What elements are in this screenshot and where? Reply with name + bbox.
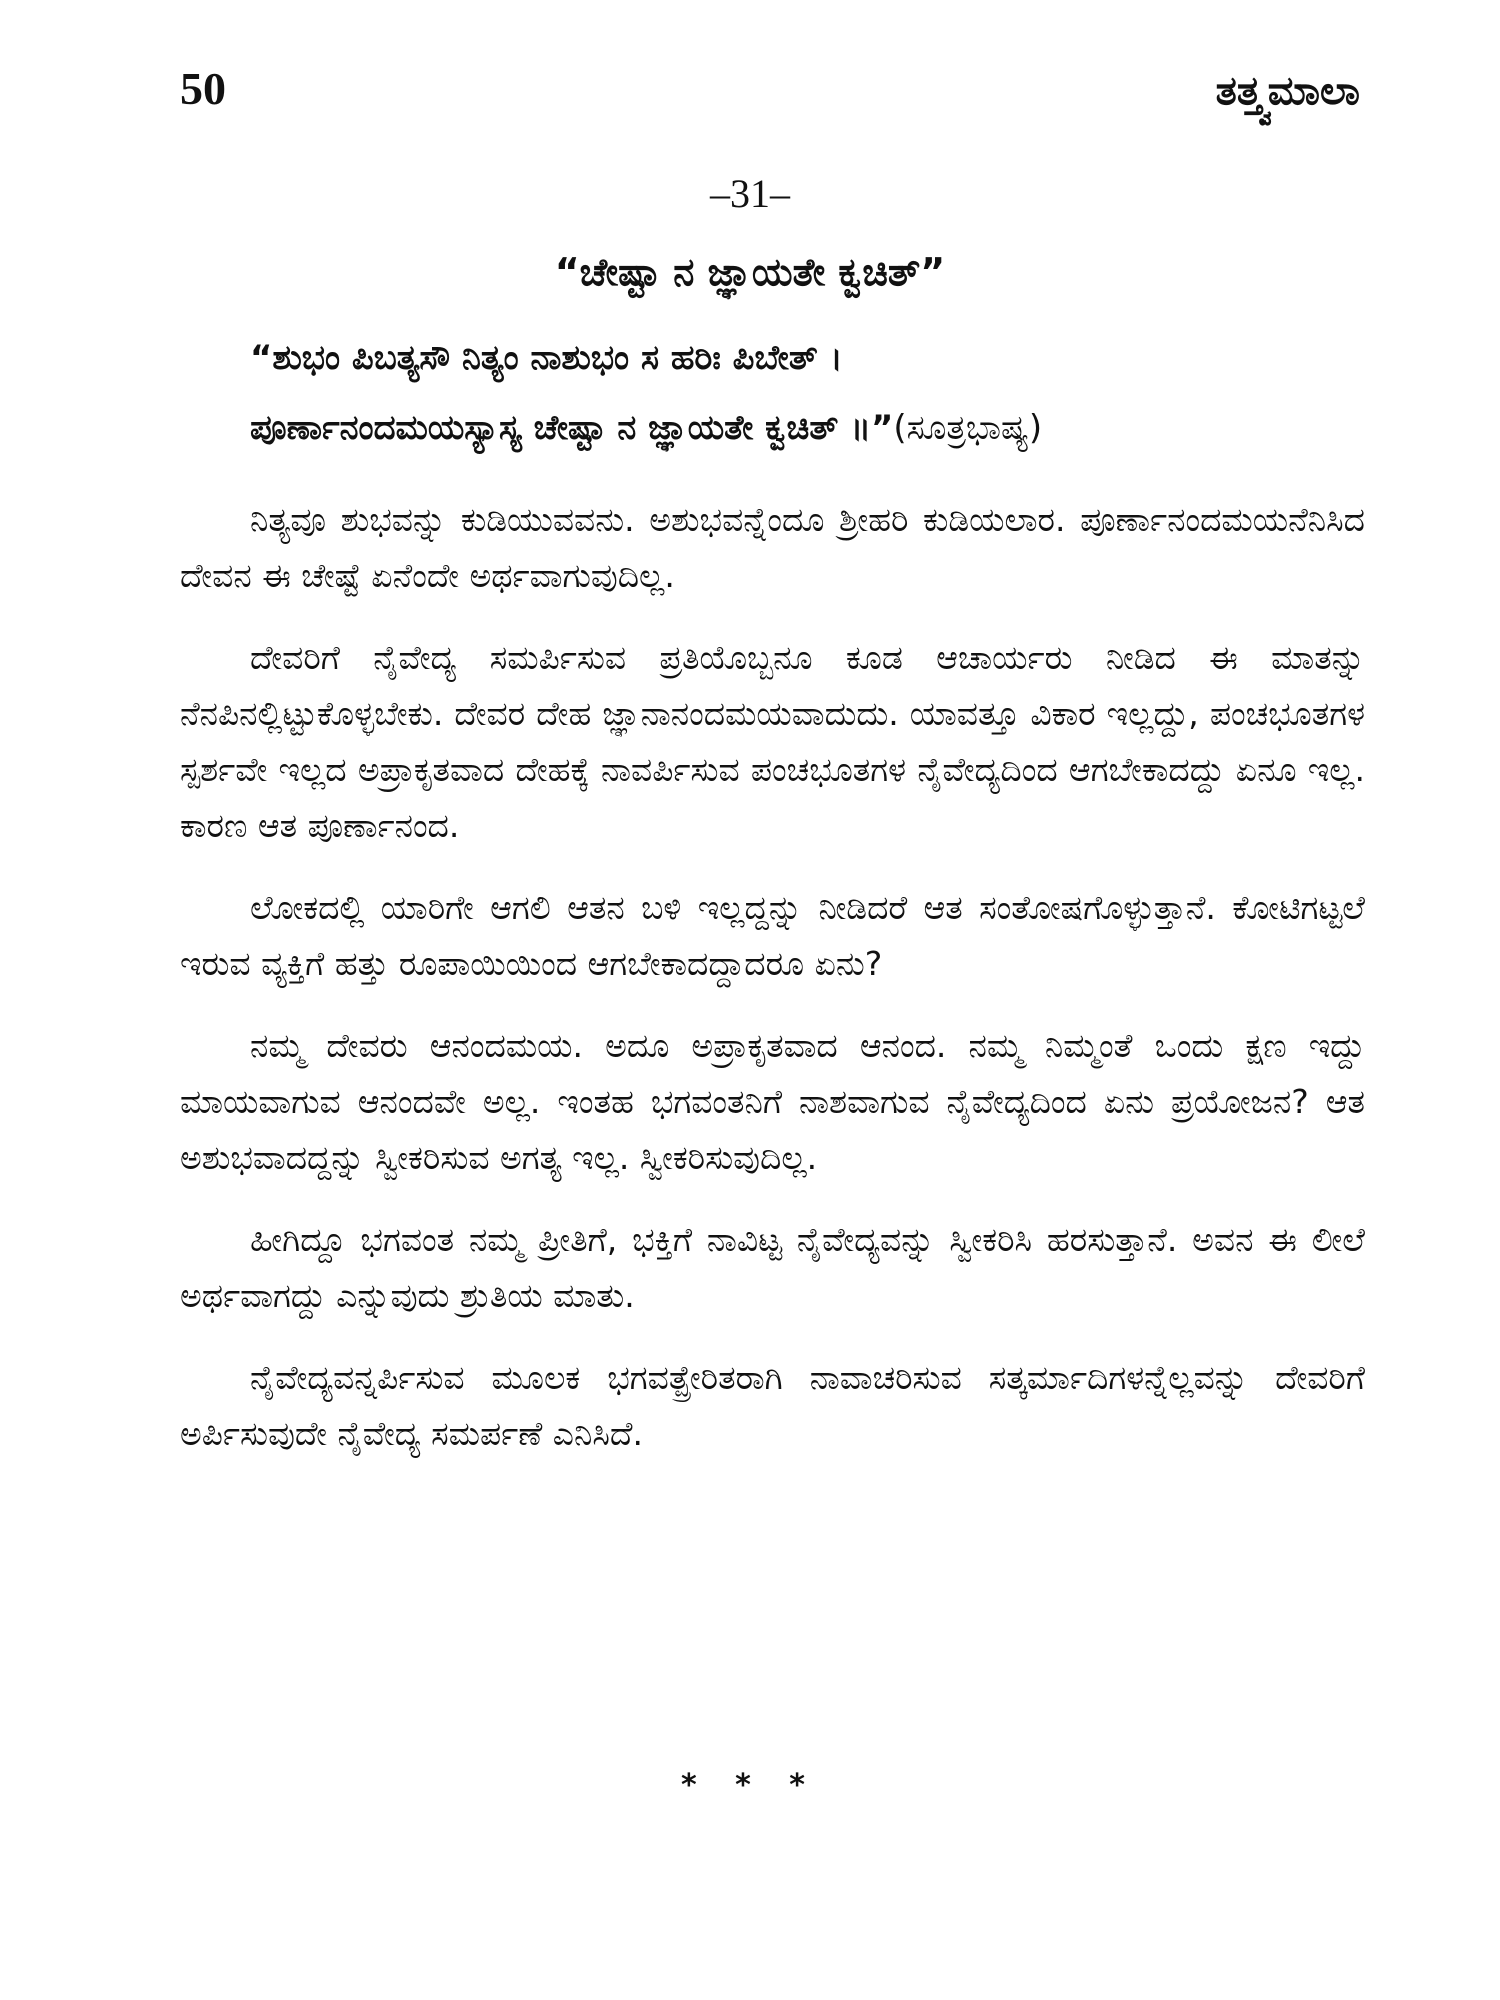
paragraph-4: ನಮ್ಮ ದೇವರು ಆನಂದಮಯ. ಅದೂ ಅಪ್ರಾಕೃತವಾದ ಆನಂದ. ನಮ್ಮ ನಿಮ್ಮಂತೆ ಒಂದು ಕ್ಷಣ ಇದ್ದು ಮಾಯವಾಗುವ ಆನಂದವೇ ಅಲ್ಲ. ಇಂತಹ ಭಗವಂತನಿಗೆ ನಾಶವಾಗುವ ನೈವೇದ್ಯದಿಂದ ಏನು ಪ್ರಯೋಜನ? ಆತ ಅಶುಭವಾದದ್ದನ್ನು ಸ್ವೀಕರಿಸುವ ಅಗತ್ಯ ಇಲ್ಲ. ಸ್ವೀಕರಿಸುವುದಿಲ್ಲ. — [180, 1026, 1365, 1177]
verse-line-2-text: ಪೂರ್ಣಾನಂದಮಯಸ್ಯಾಸ್ಯ ಚೇಷ್ಟಾ ನ ಜ್ಞಾಯತೇ ಕ್ವಚಿತ್ ॥” — [250, 408, 894, 448]
verse-line-1-text: “ಶುಭಂ ಪಿಬತ್ಯಸೌ ನಿತ್ಯಂ ನಾಶುಭಂ ಸ ಹರಿಃ ಪಿಬೇತ್ । — [250, 338, 843, 378]
section-number: –31– — [710, 171, 790, 216]
verse-source: (ಸೂತ್ರಭಾಷ್ಯ) — [893, 408, 1043, 448]
section-title: “ಚೇಷ್ಟಾ ನ ಜ್ಞಾಯತೇ ಕ್ವಚಿತ್” — [554, 250, 946, 294]
running-head: ತತ್ತ್ವಮಾಲಾ — [1215, 68, 1360, 114]
page-number: 50 — [180, 63, 226, 114]
body-text — [180, 492, 1365, 1488]
paragraph-1: ನಿತ್ಯವೂ ಶುಭವನ್ನು ಕುಡಿಯುವವನು. ಅಶುಭವನ್ನೆಂದೂ ಶ್ರೀಹರಿ ಕುಡಿಯಲಾರ. ಪೂರ್ಣಾನಂದಮಯನೆನಿಸಿದ ದೇವನ ಈ ಚೇಷ್ಟೆ ಏನೆಂದೇ ಅರ್ಥವಾಗುವುದಿಲ್ಲ. — [180, 500, 1365, 595]
verse-line-1 — [250, 338, 1365, 378]
section-end-separator: * * * — [681, 1768, 819, 1803]
paragraph-6: ನೈವೇದ್ಯವನ್ನರ್ಪಿಸುವ ಮೂಲಕ ಭಗವತ್ಪ್ರೇರಿತರಾಗಿ ನಾವಾಚರಿಸುವ ಸತ್ಕರ್ಮಾದಿಗಳನ್ನೆಲ್ಲವನ್ನು ದೇವರಿಗೆ ಅರ್ಪಿಸುವುದೇ ನೈವೇದ್ಯ ಸಮರ್ಪಣೆ ಎನಿಸಿದೆ. — [180, 1358, 1365, 1453]
paragraph-2: ದೇವರಿಗೆ ನೈವೇದ್ಯ ಸಮರ್ಪಿಸುವ ಪ್ರತಿಯೊಬ್ಬನೂ ಕೂಡ ಆಚಾರ್ಯರು ನೀಡಿದ ಈ ಮಾತನ್ನು ನೆನಪಿನಲ್ಲಿಟ್ಟುಕೊಳ್ಳಬೇಕು. ದೇವರ ದೇಹ ಜ್ಞಾನಾನಂದಮಯವಾದುದು. ಯಾವತ್ತೂ ವಿಕಾರ ಇಲ್ಲದ್ದು, ಪಂಚಭೂತಗಳ ಸ್ಪರ್ಶವೇ ಇಲ್ಲದ ಅಪ್ರಾಕೃತವಾದ ದೇಹಕ್ಕೆ ನಾವರ್ಪಿಸುವ ಪಂಚಭೂತಗಳ ನೈವೇದ್ಯದಿಂದ ಆಗಬೇಕಾದದ್ದು ಏನೂ ಇಲ್ಲ. ಕಾರಣ ಆತ ಪೂರ್ಣಾನಂದ. — [180, 638, 1365, 845]
paragraph-3: ಲೋಕದಲ್ಲಿ ಯಾರಿಗೇ ಆಗಲಿ ಆತನ ಬಳಿ ಇಲ್ಲದ್ದನ್ನು ನೀಡಿದರೆ ಆತ ಸಂತೋಷಗೊಳ್ಳುತ್ತಾನೆ. ಕೋಟಿಗಟ್ಟಲೆ ಇರುವ ವ್ಯಕ್ತಿಗೆ ಹತ್ತು ರೂಪಾಯಿಯಿಂದ ಆಗಬೇಕಾದದ್ದಾದರೂ ಏನು? — [180, 888, 1365, 983]
paragraph-5: ಹೀಗಿದ್ದೂ ಭಗವಂತ ನಮ್ಮ ಪ್ರೀತಿಗೆ, ಭಕ್ತಿಗೆ ನಾವಿಟ್ಟ ನೈವೇದ್ಯವನ್ನು ಸ್ವೀಕರಿಸಿ ಹರಸುತ್ತಾನೆ. ಅವನ ಈ ಲೀಲೆ ಅರ್ಥವಾಗದ್ದು ಎನ್ನುವುದು ಶ್ರುತಿಯ ಮಾತು. — [180, 1220, 1365, 1315]
verse-line-2 — [250, 408, 1365, 448]
